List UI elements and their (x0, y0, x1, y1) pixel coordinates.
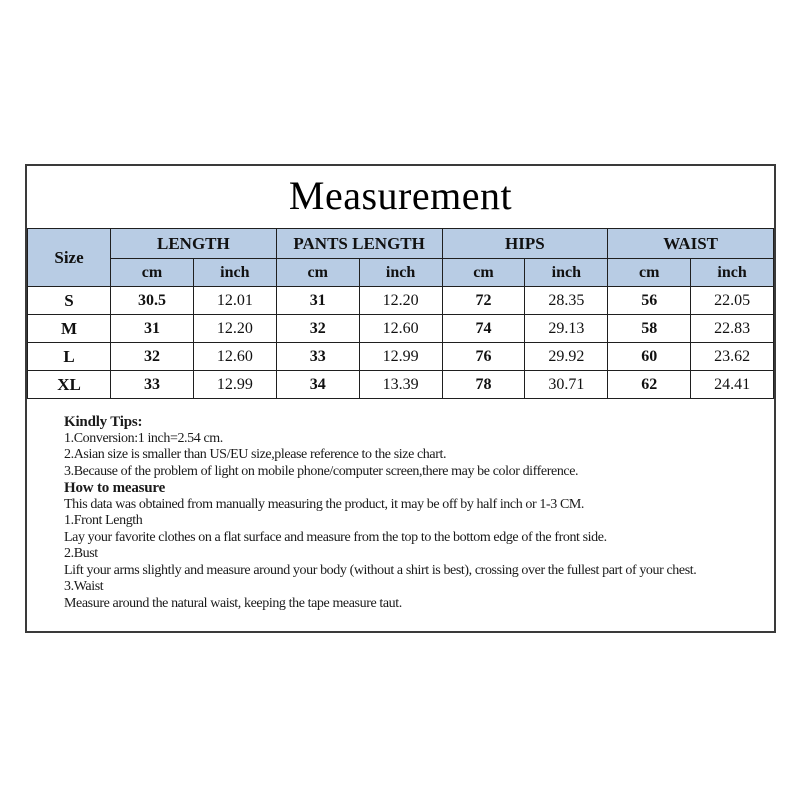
table-header-group-row (28, 229, 774, 259)
table-row-size-s (28, 287, 774, 315)
unit-header-pants-inch: inch (359, 259, 442, 287)
unit-header-hips-cm: cm (442, 259, 525, 287)
cell-hips-cm: 78 (442, 371, 525, 399)
cell-pants-cm: 34 (276, 371, 359, 399)
note-manual-measuring: This data was obtained from manually measuring the product, it may be off by half inch or 1-3 CM. (64, 496, 585, 512)
cell-hips-cm: 72 (442, 287, 525, 315)
table-row-size-l (28, 343, 774, 371)
size-label: XL (28, 371, 111, 399)
page-title: Measurement (288, 173, 513, 218)
cell-waist-inch: 24.41 (691, 371, 774, 399)
cell-hips-cm: 76 (442, 343, 525, 371)
cell-waist-cm: 58 (608, 315, 691, 343)
cell-pants-inch: 13.39 (359, 371, 442, 399)
tip-asian-size: 2.Asian size is smaller than US/EU size,please reference to the size chart. (64, 447, 447, 462)
note-waist-label: 3.Waist (64, 579, 104, 594)
size-table (27, 228, 774, 399)
cell-waist-cm: 62 (608, 371, 691, 399)
unit-header-length-inch: inch (193, 259, 276, 287)
unit-header-waist-inch: inch (691, 259, 774, 287)
size-label: M (28, 315, 111, 343)
cell-length-inch: 12.20 (193, 315, 276, 343)
cell-length-inch: 12.60 (193, 343, 276, 371)
cell-waist-inch: 22.05 (691, 287, 774, 315)
unit-header-pants-cm: cm (276, 259, 359, 287)
cell-length-cm: 32 (111, 343, 194, 371)
cell-pants-cm: 32 (276, 315, 359, 343)
note-front-length-label: 1.Front Length (64, 513, 143, 528)
note-bust-label: 2.Bust (64, 546, 98, 561)
size-label: L (28, 343, 111, 371)
column-group-length: LENGTH (111, 229, 277, 259)
cell-pants-inch: 12.99 (359, 343, 442, 371)
tip-color-difference: 3.Because of the problem of light on mobile phone/computer screen,there may be color difference. (64, 463, 579, 479)
size-label: S (28, 287, 111, 315)
column-group-waist: WAIST (608, 229, 774, 259)
measurement-sheet (25, 164, 776, 633)
tip-conversion: 1.Conversion:1 inch=2.54 cm. (64, 430, 223, 446)
measurement-notes (27, 399, 774, 612)
unit-header-hips-inch: inch (525, 259, 608, 287)
cell-pants-cm: 31 (276, 287, 359, 315)
cell-hips-inch: 29.13 (525, 315, 608, 343)
cell-pants-inch: 12.60 (359, 315, 442, 343)
table-header-unit-row (28, 259, 774, 287)
unit-header-waist-cm: cm (608, 259, 691, 287)
cell-waist-cm: 56 (608, 287, 691, 315)
cell-pants-cm: 33 (276, 343, 359, 371)
size-column-header: Size (28, 229, 111, 287)
note-front-length-desc: Lay your favorite clothes on a flat surface and measure from the top to the bottom edge of the front side. (64, 529, 607, 545)
cell-hips-inch: 30.71 (525, 371, 608, 399)
unit-header-length-cm: cm (111, 259, 194, 287)
cell-length-cm: 33 (111, 371, 194, 399)
cell-hips-inch: 28.35 (525, 287, 608, 315)
cell-waist-cm: 60 (608, 343, 691, 371)
cell-length-cm: 30.5 (111, 287, 194, 315)
cell-waist-inch: 23.62 (691, 343, 774, 371)
cell-length-cm: 31 (111, 315, 194, 343)
note-bust-desc: Lift your arms slightly and measure around your body (without a shirt is best), crossing over the fullest part of your chest. (64, 562, 697, 578)
cell-waist-inch: 22.83 (691, 315, 774, 343)
kindly-tips-heading: Kindly Tips: (64, 414, 143, 430)
cell-length-inch: 12.99 (193, 371, 276, 399)
cell-hips-cm: 74 (442, 315, 525, 343)
how-to-measure-heading: How to measure (64, 480, 166, 496)
column-group-hips: HIPS (442, 229, 608, 259)
cell-hips-inch: 29.92 (525, 343, 608, 371)
cell-length-inch: 12.01 (193, 287, 276, 315)
note-waist-desc: Measure around the natural waist, keeping the tape measure taut. (64, 595, 402, 611)
column-group-pants-length: PANTS LENGTH (276, 229, 442, 259)
table-row-size-m (28, 315, 774, 343)
table-row-size-xl (28, 371, 774, 399)
cell-pants-inch: 12.20 (359, 287, 442, 315)
